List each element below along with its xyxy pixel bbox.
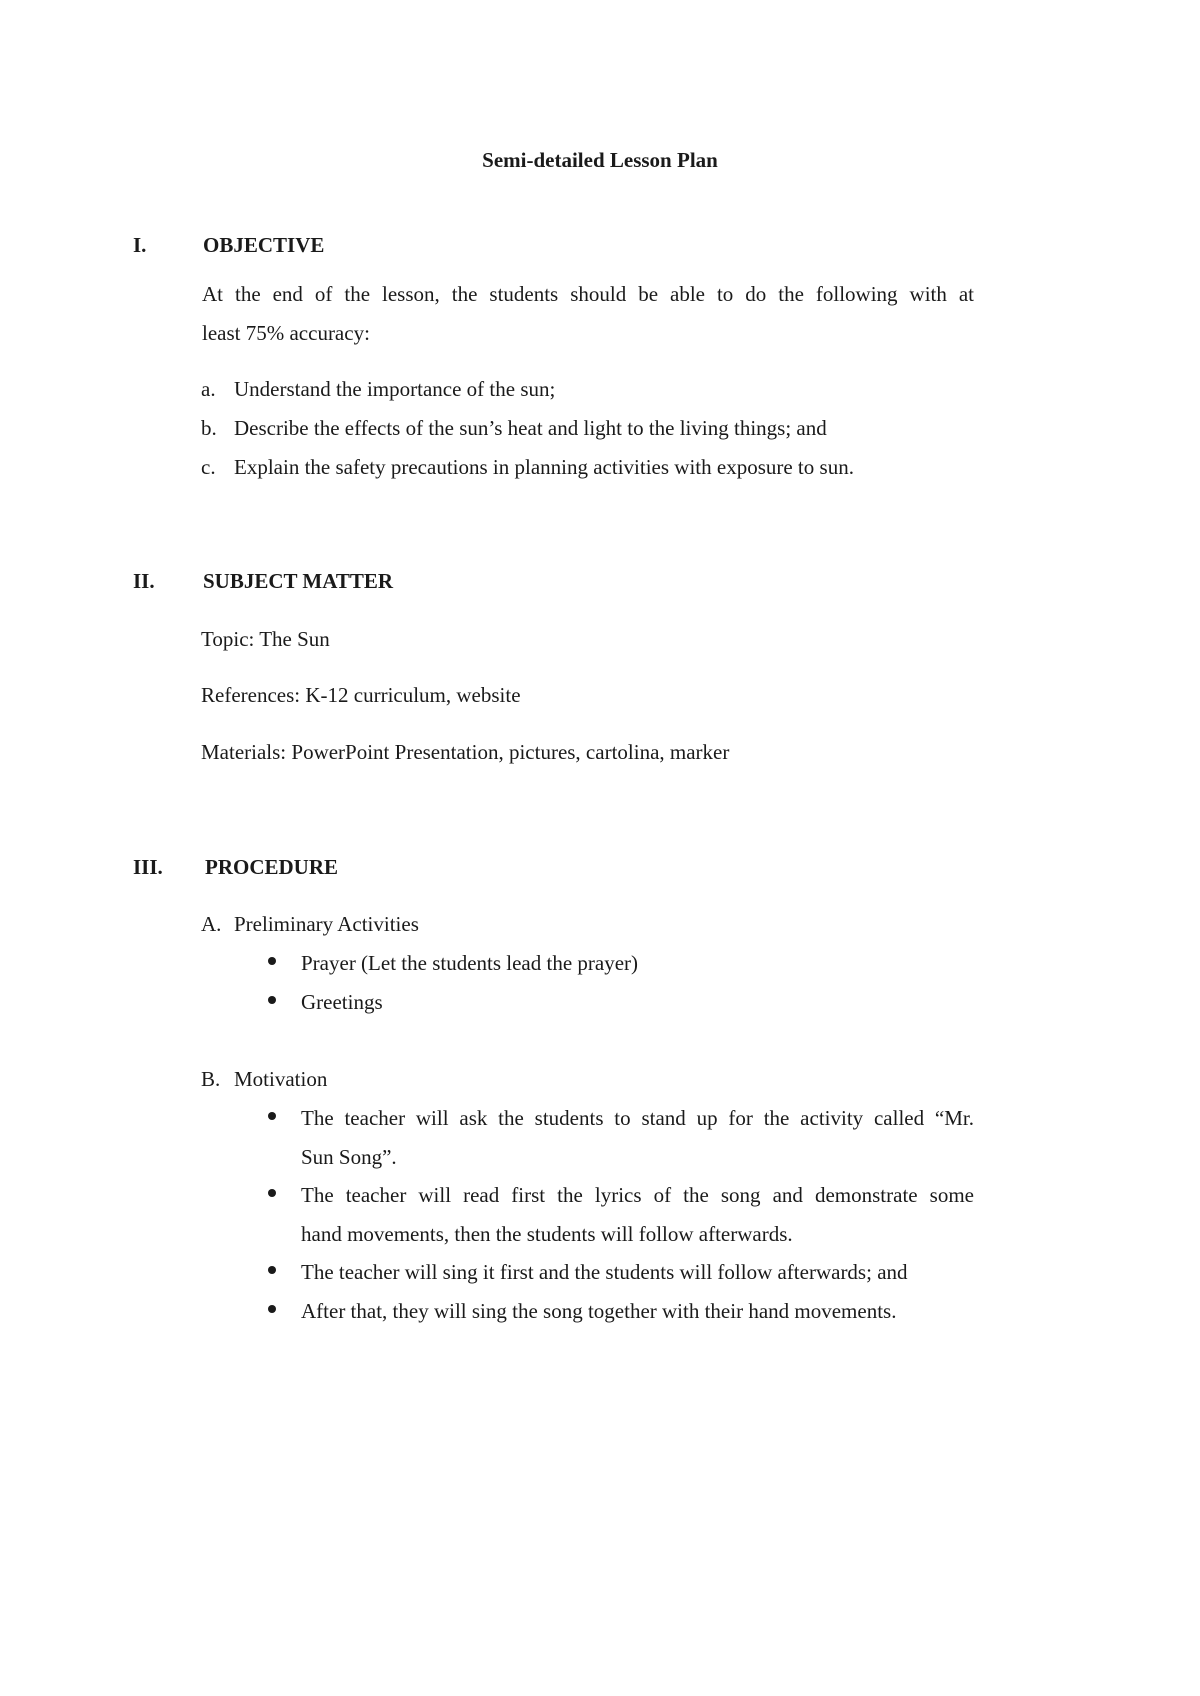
document-title: Semi-detailed Lesson Plan: [482, 148, 718, 172]
bullet-icon: [268, 1189, 276, 1197]
objective-item-a-marker: a.: [201, 377, 216, 401]
subject-topic: Topic: The Sun: [201, 627, 330, 651]
bullet-icon: [268, 1305, 276, 1313]
objective-intro-line2: least 75% accuracy:: [202, 321, 370, 345]
motivation-bullet-2-line1: The teacher will read first the lyrics of the song and demonstrate some: [301, 1183, 974, 1207]
motivation-bullet-3: The teacher will sing it first and the students will follow afterwards; and: [301, 1260, 908, 1284]
section-heading-procedure: PROCEDURE: [205, 855, 339, 879]
section-heading-objective: OBJECTIVE: [203, 233, 325, 257]
section-numeral-procedure: III.: [133, 855, 163, 879]
objective-item-b-marker: b.: [201, 416, 217, 440]
preliminary-bullet-greetings: Greetings: [301, 990, 383, 1014]
objective-item-c-marker: c.: [201, 455, 216, 479]
motivation-bullet-1-line2: Sun Song”.: [301, 1145, 397, 1169]
motivation-bullet-4: After that, they will sing the song together with their hand movements.: [301, 1299, 897, 1323]
subject-materials: Materials: PowerPoint Presentation, pictures, cartolina, marker: [201, 740, 730, 764]
motivation-bullet-1-line1: The teacher will ask the students to stand up for the activity called “Mr.: [301, 1106, 974, 1130]
bullet-icon: [268, 957, 276, 965]
objective-item-a-text: Understand the importance of the sun;: [234, 377, 556, 401]
procedure-b-label: Motivation: [234, 1067, 328, 1091]
procedure-a-marker: A.: [201, 912, 222, 936]
objective-item-c-text: Explain the safety precautions in planning activities with exposure to sun.: [234, 455, 854, 479]
bullet-icon: [268, 1266, 276, 1274]
motivation-bullet-2-line2: hand movements, then the students will follow afterwards.: [301, 1222, 793, 1246]
preliminary-bullet-prayer: Prayer (Let the students lead the prayer): [301, 951, 639, 975]
objective-intro-line1: At the end of the lesson, the students should be able to do the following with at: [202, 282, 974, 306]
objective-item-b-text: Describe the effects of the sun’s heat and light to the living things; and: [234, 416, 827, 440]
section-numeral-subject-matter: II.: [133, 569, 155, 593]
procedure-a-label: Preliminary Activities: [234, 912, 419, 936]
bullet-icon: [268, 1112, 276, 1120]
subject-references: References: K-12 curriculum, website: [201, 683, 521, 707]
section-heading-subject-matter: SUBJECT MATTER: [203, 569, 394, 593]
bullet-icon: [268, 996, 276, 1004]
section-numeral-objective: I.: [133, 233, 147, 257]
procedure-b-marker: B.: [201, 1067, 221, 1091]
